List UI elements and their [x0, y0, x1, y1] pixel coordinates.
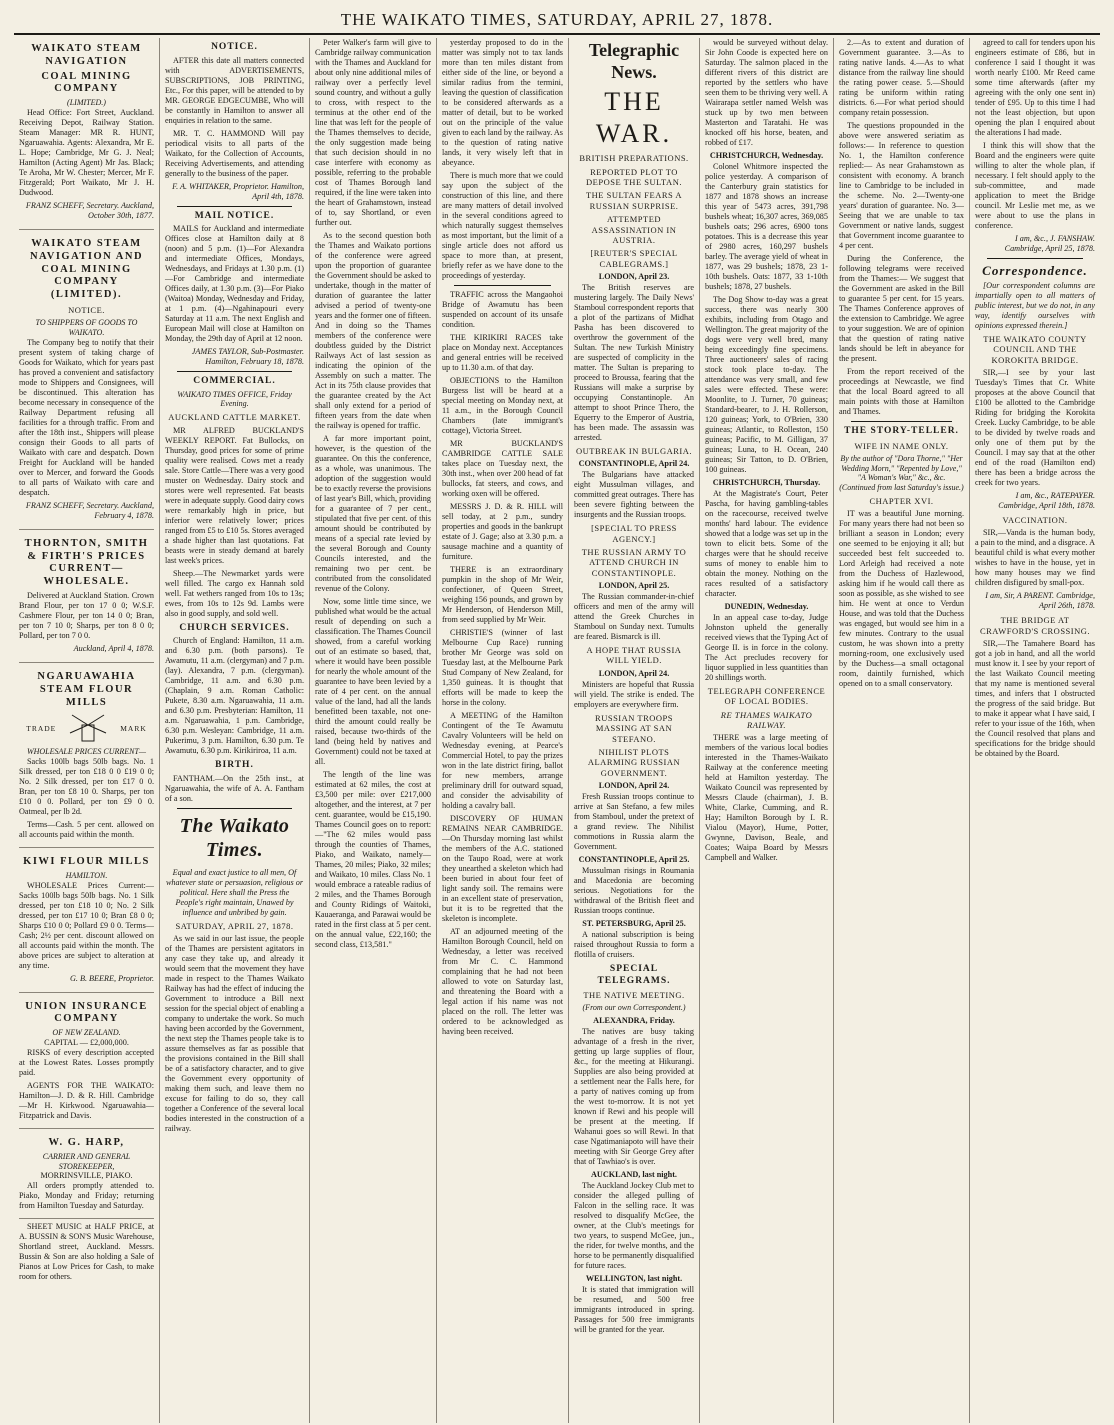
local-item: THE KIRIKIRI RACES take place on Monday next. Acceptances and general entries will be received up to 11.30 a.m. of that day.	[442, 333, 563, 372]
news-body: would be surveyed without delay. Sir John Coode is expected here on Saturday. The salmon placed in the different rivers of this district are reported by the settlers who have seen them to be thriving very well. A Wairarapa settler named Welsh was stuck up by two men between Masterton and Taratahi. He was knocked off his horse, beaten, and robbed of £17.	[705, 38, 828, 147]
trade-mark-logo	[19, 713, 154, 743]
trade-label: TRADE	[26, 723, 57, 733]
editorial-lead: As we said in our last issue, the people of the Thames are persistent agitators in any case they take up, and already it would seem that the movement they have made in respect to the Thames Waikato Railway has had the effect of inducing the Government to introduce a Bill next session for the special object of enabling a company to undertake the work. So much having been accorded by the Government, the next step the Thames people take is to assure themselves as far as possible that the provisions contained in the Bill shall be of a satisfactory character, and to give the Government every opportunity of making them such, and leave them no excuse for failing to do so, they call together a Conference of the several local bodies interested in the construction of a railway.	[165, 933, 304, 1133]
motto: Equal and exact justice to all men, Of whatever state or persuasion, religious or political. Here shall the Press the People's right maintain, Unawed by influence and unbribed by gain.	[165, 867, 304, 917]
divider	[987, 258, 1083, 259]
news-source: (From our own Correspondent.)	[582, 1003, 686, 1013]
commercial-body: MR ALFRED BUCKLAND'S WEEKLY REPORT. Fat Bullocks, on Thursday, good prices for some of prime quality were realised. Cows met a ready sale. Store Cattle—There was a very good muster on Wednesday. Dairy stock and stores were well represented. Fat beasts were in adequate supply. Good dairy cows were remarkably high in price, but inferior were relatively lower; prices ranged from £5 to £10 5s. Stores averaged a shade higher than last quotations. Fat beasts were in steady demand at barely last week's prices.	[165, 425, 304, 565]
commercial-heading: COMMERCIAL.	[193, 376, 276, 387]
news-body: It is stated that immigration will be resumed, and 500 free immigrants introduced in spring. Passages for 500 free immigrants will be granted for the year.	[574, 1285, 694, 1335]
ad-subtitle: HAMILTON.	[65, 870, 108, 880]
column-7	[834, 38, 970, 1423]
story-continued: (Continued from last Saturday's issue.)	[839, 483, 964, 493]
letter-body: SIR,—Vanda is the human body, a pain to the mind, and a disgrace. A beautiful child is what every mother wishes to have in the house, yet in how many houses may we find children disfigured by small-pox.	[975, 528, 1095, 588]
column-4	[437, 38, 569, 1423]
news-heading: BRITISH PREPARATIONS.	[579, 153, 689, 164]
dateline: CONSTANTINOPLE, April 24.	[578, 459, 690, 469]
ad-subtitle: OF NEW ZEALAND.	[52, 1028, 121, 1038]
columns	[14, 38, 1100, 1423]
ad-subtitle: (LIMITED.)	[67, 98, 106, 108]
news-body: The natives are busy taking advantage of a fresh in the river, getting up large supplies of flour, &c., for the meeting at Hikurangi. Supplies are also being provided at a settlement near the Falls here, for a party of natives coming up from the west to-morrow. It is not yet known if Rewi and his people will be present at the meeting. If Wahanui goes so will Rewi. In that case Ngatimaniapoto will have their meeting with Sir George Grey after that of Tawhiao's is over.	[574, 1027, 694, 1167]
ad-signature: G. B. BEERE, Proprietor.	[69, 973, 154, 983]
divider	[177, 808, 292, 809]
letter-heading: THE BRIDGE AT CRAWFORD'S CROSSING.	[979, 615, 1091, 636]
ad-capital: CAPITAL — £2,000,000.	[44, 1038, 129, 1047]
chapter-heading: CHAPTER XVI.	[869, 495, 934, 506]
telegraphic-news-heading: Telegraphic News.	[588, 40, 680, 82]
dateline: DUNEDIN, Wednesday.	[724, 602, 809, 611]
news-body: Fresh Russian troops continue to arrive at San Stefano, a few miles from Stamboul, under the pretext of a grand review. The Nihilist commotions in Russia alarm the Government.	[574, 791, 694, 851]
ad-harp-carrier	[19, 1132, 154, 1219]
ad-heading: NOTICE.	[68, 304, 105, 315]
letter-heading: VACCINATION.	[1002, 514, 1068, 525]
notice-body: MR. T. C. HAMMOND Will pay periodical visits to all parts of the Waikato, for the Collection of Accounts, Receiving Advertisements, and attending generally to the business of the paper.	[165, 128, 304, 178]
notice-heading: NOTICE.	[211, 42, 258, 52]
news-heading: A HOPE THAT RUSSIA WILL YIELD.	[586, 645, 682, 666]
news-body: In an appeal case to-day, Judge Johnston upheld the generally received views that the Typing Act of George II. is in force in the colony. The Act precludes recovery for liquor supplied in less quantities than 20 shillings worth.	[705, 613, 828, 682]
local-item: THERE is an extraordinary pumpkin in the shop of Mr Weir, confectioner, of Queen Street, weighing 156 pounds, and grown by Mr Henderson, of Henderson Mill, from seed supplied by Mr Weir.	[442, 565, 563, 624]
church-heading: CHURCH SERVICES.	[179, 622, 290, 633]
birth-heading: BIRTH.	[215, 760, 254, 771]
news-body: The Dog Show to-day was a great success, there was nearly 300 exhibits, including from Otago and Wellington. The great majority of the dogs were very well bred, many being exceedingly fine specimens. Three auctioneers' sales of racing stock took place to-day. The attendance was very small, and few sales were effected. These were: Moonlite, to J. Turner, 70 guineas; Standard-bearer, to J. H. Rollerson, 120 guineas; York, to O'Brien, 330 guineas; Atlantic, to Rolleston, 150 guineas; Pacific, to M. Gilligan, 37 guineas; Luna, to H. Ocean, 240 guineas; Sir Tatton, to D. O'Brien, 100 guineas.	[705, 295, 828, 474]
dateline: LONDON, April 24.	[598, 780, 670, 790]
correspondence-heading: Correspondence.	[982, 263, 1088, 278]
letter-signature: I am, Sir, A PARENT. Cambridge, April 26th, 1878.	[985, 591, 1095, 611]
ad-body: Head Office: Fort Street, Auckland. Receiving Depot, Railway Station. Steam Manager: MR R. HUNT, Ngaruawahia. Agents: Alexandra, Mr E. L. Hope; Cambridge, Mr G. J. Neal; Hamilton (Acting Agent) Mr Jas. Black; Te Aroha, Mr W. Chester; Mercer, Mr F. Fitzgerald; Port Waikato, Mr J. H. Dudwood.	[19, 107, 154, 197]
letter-body: SIR,—I see by your last Tuesday's Times that Cr. White proposes at the above Council that £100 be allotted to the Cambridge Riding for bridging the Korokita Creek. Lucky Cambridge, to be able to be divided by twelve roads and only one of them put by the Council. I may say that at the other end of the road (Hamilton end) there has been a bridge across the creek for two years.	[975, 367, 1095, 487]
correspondence-note: [Our correspondent columns are impartially open to all matters of public interest, but we do not, in any way, identify ourselves with opinions expressed therein.]	[975, 280, 1095, 330]
ad-signature: FRANZ SCHEFF, Secretary. Auckland, October 30th, 1877.	[25, 200, 154, 220]
ad-sheet-music: SHEET MUSIC at HALF PRICE, at A. BUSSIN & SON'S Music Warehouse, Shortland street, Auckland. Messrs. Bussin & Son are also holding a Sale of Pianos at Low Prices for Cash, to make room for others.	[19, 1222, 154, 1282]
letter-body: agreed to call for tenders upon his engineers estimate of £86, but in conference I said I thought it was worth nearly £100. Mr Reed came some time afterwards (after my agreeing with the only one sent in) tender of £95. Up to this time I had not the least objection, but upon opening the plan I enquired about the alterations I had made.	[975, 38, 1095, 137]
dateline: ST. PETERSBURG, April 25.	[582, 918, 686, 928]
notice-body: AFTER this date all matters connected with ADVERTISEMENTS, SUBSCRIPTIONS, JOB PRINTING, Etc., For this paper, will be attended to by MR. GEORGE EDGECUMBE, Who will be constantly in Hamilton to answer all enquiries in relation to the same.	[165, 55, 304, 125]
ad-union-insurance	[19, 996, 154, 1129]
ad-body: The Company beg to notify that their present system of taking charge of Goods for Waikato, which for years past has proved a convenient and satisfactory mode to Shippers and Consignees, will be discontinued. This alteration has become necessary in consequence of the Railway Department refusing all facilities for a through traffic. From and after the 18th inst., Shippers will please consign their Goods to all parts of Waikato with care and despatch. Down Freight for Auckland will be handed over to Mercer, and forward the Goods to all parts of Waikato with care and despatch.	[19, 337, 154, 497]
news-heading: OUTBREAK IN BULGARIA.	[575, 445, 693, 456]
news-body: 2.—As to extent and duration of Government guarantee. 3.—As to rating native lands. 4.—As to what distance from the railway line should the rating power cease. 5.—Should rating be uniform within rating districts. 6.—For what period should company retain possession.	[839, 38, 964, 117]
news-heading: RUSSIAN TROOPS MASSING AT SAN STEFANO.	[595, 712, 673, 744]
ad-waikato-steam	[19, 38, 154, 230]
ad-subtitle: WHOLESALE PRICES CURRENT—	[26, 747, 147, 757]
letter-heading: THE WAIKATO COUNTY COUNCIL AND THE KOROKITA BRIDGE.	[983, 333, 1087, 365]
ad-title: WAIKATO STEAM NAVIGATION AND COAL MINING COMPANY (LIMITED).	[29, 237, 144, 301]
local-item: TRAFFIC across the Mangaohoi Bridge of Awamutu has been suspended on account of its unsafe condition.	[442, 290, 563, 329]
letter-body: I think this will show that the Board and the engineers were quite willing to alter the whole plan, if necessary. I felt should apply to the sub-committee, and made application to meet the Bridge council. Mr Leslie met me, as we were about to use the plans in conference.	[975, 141, 1095, 230]
ad-title: COAL MINING COMPANY	[41, 70, 132, 95]
local-item: OBJECTIONS to the Hamilton Burgess list will be heard at a special meeting on Monday next, at 11 a.m., in the Borough Council Chambers (late immigrant's cottage), Victoria Street.	[442, 376, 563, 435]
news-heading: NIHILIST PLOTS ALARMING RUSSIAN GOVERNMENT.	[587, 746, 681, 778]
news-body: The questions propounded in the above were answered seriatim as follows:— In reference to question No. 1, the Hamilton conference replied:— As near Grahamstown as consistent with economy. A branch line to Cambridge to be included in the scheme. No. 2—Twenty-one years' duration of guarantee. No. 3—Seeing that we are unable to tax Government or native lands, suggest that Government income guarantee to 4 per cent.	[839, 121, 964, 250]
ad-signature: FRANZ SCHEFF, Secretary. Auckland, February 4, 1878.	[25, 500, 154, 520]
ad-body: WHOLESALE Prices Current:— Sacks 100lb bags 50lb bags. No. 1 Silk dressed, per ton £18 10 0; No. 2 Silk dressed, per ton £17 10 0; Bran £8 0 0; Sharps £10 0 0; Pollard £9 0 0. Terms—Cash; 2½ per cent. discount allowed on all accounts paid within the month. The above prices are subject to alteration at any time.	[19, 880, 154, 970]
story-title: WIFE IN NAME ONLY.	[854, 440, 949, 451]
local-item: DISCOVERY OF HUMAN REMAINS NEAR CAMBRIDGE.—On Thursday morning last whilst the members of the A.C. stationed on the Taupo Road, were at work they unearthed a skeleton which had been buried in about four feet of light sandy soil. The remains were in an excellent state of preservation, but it is to be regretted that the skeleton is incomplete.	[442, 814, 563, 923]
letter-signature: I am, &c., J. FANSHAW. Cambridge, April 25, 1878.	[1004, 234, 1095, 253]
column-8	[970, 38, 1100, 1423]
ad-body: All orders promptly attended to. Piako, Monday and Friday; returning from Hamilton Tuesday and Saturday.	[19, 1181, 154, 1211]
column-5	[569, 38, 700, 1423]
dateline: CHRISTCHURCH, Wednesday.	[709, 151, 824, 160]
dateline: LONDON, April 24.	[598, 668, 670, 678]
letter-signature: I am, &c., RATEPAYER. Cambridge, April 18th, 1878.	[998, 490, 1095, 510]
ad-body: Sacks 100lb bags 50lb bags. No. 1 Silk dressed, per ton £18 0 0 £19 0 0; No. 2 Silk dressed, per ton £17 0 0. Bran, per ton £8 10 0. Sharps, per ton £10 0 0. Pollard, per ton £9 0 0. Oatmeal, per lb 2d.	[19, 757, 154, 817]
ad-title: NGARUAWAHIA STEAM FLOUR MILLS	[37, 670, 136, 708]
dateline: ALEXANDRA, Friday.	[593, 1016, 675, 1026]
ad-body: RISKS of every description accepted at the Lowest Rates. Losses promptly paid.	[19, 1048, 154, 1077]
mark-label: MARK	[120, 723, 147, 733]
ad-subtitle: TO SHIPPERS OF GOODS TO WAIKATO.	[35, 318, 138, 338]
editorial-paragraph: The length of the line was estimated at 62 miles, the cost at £3,500 per mile: over £217,000 altogether, and the interest, at 7 per cent. guarantee, would be £15,190. Thames Council goes on to report:—"The 62 miles would pass through the counties of Thames, Piako, and Waikato, namely—Thames, 20 miles; Piako, 32 miles; and Waikato, 10 miles. Class No. 1 would embrace a rateable radius of 2 miles, and the Thames Borough and County Ridings of Waitoki, Kauaeranga, and Parawai would be rated in the first class at 5 per cent. on the annual value, £22,160; the second class, £13,581."	[315, 770, 431, 949]
local-item: CHRISTIE'S (winner of last Melbourne Cup Race) running brother Mr George was sold on Tuesday last, at the Melbourne Park Stud Company of New Zealand, for 1,350 guineas. It is thought that efforts will be made to keep the horse in the colony.	[442, 628, 563, 707]
ad-kiwi-mills	[19, 851, 154, 993]
local-item: MESSRS J. D. & R. HILL will sell today, at 2 p.m., sundry properties and goods in the bankrupt estate of J. Gage; also at 3.30 p.m. a sausage machine and a quantity of furniture.	[442, 502, 563, 561]
ad-body: Delivered at Auckland Station. Crown Brand Flour, per ton 17 0 0; W.S.F. Cashmere Flour, per ton 14 0 0; Bran, per ton 7 10 0; Sharps, per ton 8 0 0; Pollard, per ton 7 0 0.	[19, 590, 154, 640]
news-heading: THE RUSSIAN ARMY TO ATTEND CHURCH IN CONSTANTINOPLE.	[581, 547, 687, 578]
news-body: Mussulman risings in Roumania and Macedonia are becoming serious. Negotiations for the withdrawal of the British fleet and Russian troops continue.	[574, 865, 694, 915]
mail-signature: JAMES TAYLOR, Sub-Postmaster. Hamilton, February 18, 1878.	[191, 347, 304, 367]
story-heading: THE STORY-TELLER.	[844, 426, 959, 436]
news-body: The British reserves are mustering largely. The Daily News' Stamboul correspondent reports that a plot of the partizans of Midhat Pasha has been discovered to overthrow the government of the Sultan. The new Turkish Ministry are suspected of complicity in the matter. The Sultan is preparing to proceed to Broussa, fearing that the Russians will make a surprise by occupying Constantinople. An attempt to shoot Prince Thero, the Equerry to the Emperor of Austria, has been made. The assassin was arrested.	[574, 282, 694, 442]
ad-terms: Terms—Cash. 5 per cent. allowed on all accounts paid within the month.	[19, 820, 154, 840]
news-source: [REUTER'S SPECIAL CABLEGRAMS.]	[590, 248, 678, 269]
column-2	[160, 38, 310, 1423]
notice-signature: F. A. WHITAKER, Proprietor. Hamilton, April 4th, 1878.	[172, 181, 304, 201]
editorial-paragraph: There is much more that we could say upon the subject of the construction of this line, and there are many matters of detail involved in the several conditions agreed to which naturally suggest themselves as most important, but the limit of a single article does not afford us space to more than, at present, briefly refer as we have done to the proceedings of yesterday.	[442, 171, 563, 280]
news-heading: THE SULTAN FEARS A RUSSIAN SURPRISE.	[585, 190, 683, 211]
cattle-market-heading: AUCKLAND CATTLE MARKET.	[168, 412, 301, 423]
ad-title: UNION INSURANCE COMPANY	[25, 1000, 148, 1025]
local-item: MR BUCKLAND'S CAMBRIDGE CATTLE SALE takes place on Tuesday next, the 30th inst., when over 200 head of fat bullocks, fat steers, and cows, and working oxen will be offered.	[442, 439, 563, 498]
dateline: WELLINGTON, last night.	[585, 1274, 683, 1284]
news-body: During the Conference, the following telegrams were received from the Thames:— We suggest that the Government are asked in the Bill to guarantee 5 per cent. for 15 years. The Thames Conference approves of the extension to Cambridge. We agree to your suggestion. We are of opinion that the question of rating native lands should be left in abeyance for the present.	[839, 254, 964, 363]
editorial-paragraph: Now, some little time since, we published what would be the actual result of depending on such a classification. The Thames Council showed, from a careful working out of an estimate so based, that, where it would have been possible for nearly the whole amount of the guarantee to have been levied by a rate of 4 per cent. on the annual value of the land, had all the lands benefitted been taxable, not one-third the amount could really be raised, because two-thirds of the land (being held by natives and Government) could not be taxed at all.	[315, 597, 431, 766]
news-heading: ATTEMPTED ASSASSINATION IN AUSTRIA.	[591, 214, 677, 245]
ad-ngaruawahia-mills	[19, 666, 154, 848]
windmill-icon	[66, 713, 110, 743]
news-body: Colonel Whitmore inspected the police yesterday. A comparison of the Canterbury grain statistics for 1877 and 1878 shows an increase this year of 5473 acres, 391,798 bushels wheat; 16,307 acres, 369,085 bushels oats; 296 acres, 6900 tons potatoes. This is a decrease this year of 2980 acres, 160,297 bushels barley. The average yield of wheat in 1877, was 29 bushels; 1878, 23 1-10th bushels. Oats: 1877, 33 1-10th bushels; 1878, 27 bushels.	[705, 162, 828, 291]
ad-title: THORNTON, SMITH & FIRTH'S PRICES CURRENT—WHOLESALE.	[24, 537, 149, 588]
news-heading: REPORTED PLOT TO DEPOSE THE SULTAN.	[586, 166, 682, 188]
dateline: LONDON, April 25.	[598, 581, 670, 591]
story-body: IT was a beautiful June morning. For many years there had not been so brilliant a season in London; every one seemed to be enjoying it all; but succeeded best felt succeeded to. Lord Arleigh had received a note from the Duchess of Hazlewood, asking him if he would call there as soon as possible, as she wished to see him. He went at once to Verdun House, and was told that the Duchess was engaged, but would see him in a few minutes. Contrary to the usual custom, he was shown into a pretty morning-room, one exclusively used by the Duchess—a small octagonal room, daintily furnished, which opened on to a small conservatory.	[839, 509, 964, 689]
birth-body: FANTHAM.—On the 25th inst., at Ngaruawahia, the wife of A. A. Fantham of a son.	[165, 773, 304, 803]
news-heading: THE NATIVE MEETING.	[583, 990, 685, 1001]
letter-body: SIR,—The Tamahere Board has got a job in hand, and all the world must know it. I see by your report of the last Waikato Council meeting that my name is mentioned several times, and infers that I obstructed the progress of the said bridge. But to make it appear what I have said, I refer to your issue of the 16th, when the Council resolved that plans and specifications for the bridge should be obtained by the Board.	[975, 639, 1095, 759]
story-byline: By the author of "Dora Thorne," "Her Wedding Morn," "Repented by Love," "A Woman's War," &c., &c.	[840, 453, 963, 483]
news-body: From the report received of the proceedings at Newcastle, we find that the local Board agreed to all main points with those at Hamilton and Thames.	[839, 367, 964, 416]
ad-signature: Auckland, April 4, 1878.	[73, 643, 154, 653]
column-3	[310, 38, 437, 1423]
ad-agents: AGENTS FOR THE WAIKATO: Hamilton—J. D. & R. Hill. Cambridge—Mr H. Kirkwood. Ngaruawahia—Fitzpatrick and Davis.	[19, 1081, 154, 1120]
news-source: [SPECIAL TO PRESS AGENCY.]	[591, 523, 677, 544]
news-body: The Bulgarians have attacked eight Mussulman villages, and committed great outrages. There has been severe fighting between the insurgents and the Russian troops.	[574, 470, 694, 520]
news-heading: RE THAMES WAIKATO RAILWAY.	[720, 709, 813, 731]
news-body: A national subscription is being raised throughout Russia to form a flotilla of cruisers.	[574, 929, 694, 959]
news-body: The Auckland Jockey Club met to consider the alleged pulling of Falcon in the selling race. It was resolved to disqualify McGee, the owner, at the Club's meetings for two years, to suspend McGee, jun., the rider, for twelve months, and the horse to be permanently disqualified for future races.	[574, 1181, 694, 1271]
mail-heading: MAIL NOTICE.	[194, 210, 275, 221]
news-heading: TELEGRAPH CONFERENCE OF LOCAL BODIES.	[707, 686, 826, 707]
editorial-paragraph: A far more important point, however, is the question of the guarantee. On this the conference, as a whole, was unanimous. The adoption of the suggestion would be to exactly reverse the provisions of last year's Bill, which, providing for a guarantee of 7 per cent., stipulated that five per cent. of this amount should be contributed by means of a special rate levied by the several Borough and County Councils interested, and the remaining two per cent. be contributed from the consolidated revenue of the Colony.	[315, 434, 431, 593]
ad-thornton-prices	[19, 533, 154, 663]
dateline: LONDON, April 23.	[598, 271, 670, 281]
dateline: CHRISTCHURCH, Thursday.	[712, 478, 821, 487]
ad-title: WAIKATO STEAM NAVIGATION	[31, 43, 142, 67]
ad-title: KIWI FLOUR MILLS	[23, 856, 150, 868]
commercial-body: Sheep.—The Newmarket yards were well filled. The cargo ex Hannah sold well. Fat wethers ranged from 10s to 13s; ewes, from 10s to 12s 9d. Lambs were also in good supply, and sold well.	[165, 568, 304, 618]
divider	[177, 206, 292, 207]
editorial-paragraph: As to the second question both the Thames and Waikato portions of the conference were agreed upon the proportion of guarantee the Government should be asked to undertake, though in the matter of duration of guarantee the latter advised a period of twenty-one years and the former one of fifteen. And in doing so the Thames members of the conference were doubtless guided by the District Railways Act of last session as indicating the opinion of the Assembly on such a matter. The Act in its 75th clause provides that the guarantee created by the Act shall only extend for a period of fifteen years from the date when the railway is opened for traffic.	[315, 231, 431, 430]
dateline: CONSTANTINOPLE, April 25.	[578, 854, 690, 864]
dateline: AUCKLAND, last night.	[591, 1170, 677, 1180]
column-6	[700, 38, 834, 1423]
news-body: Ministers are hopeful that Russia will yield. The strike is ended. The employers are everywhere firm.	[574, 679, 694, 709]
news-heading: SPECIAL TELEGRAMS.	[597, 963, 671, 986]
church-body: Church of England: Hamilton, 11 a.m. and 6.30 p.m. (both parsons). Te Awamutu, 11 a.m. (clergyman) and 7 p.m. (lay). Alexandra, 7 p.m. (clergyman). Cambridge, 11 a.m. and 6.30 p.m. (Chaplain, 9 a.m. Roman Catholic: Pukete, 8.30 a.m. Ngaruawahia, 11 a.m. and 6.30 p.m. Presbyterian: Hamilton, 11 a.m. Ngaruawahia, 1 p.m. Cambridge, 6.30 p.m. Wesleyan: Cambridge, 11 a.m. Pukerimu, 3 p.m. Hamilton, 6.30 p.m. Te Awamutu, 6.30 p.m. Kirikiriroa, 11 a.m.	[165, 636, 304, 756]
local-item: AT an adjourned meeting of the Hamilton Borough Council, held on Wednesday, a letter was received from Mr C. C. Hammond complaining that he had not been allowed to vote on Saturday last, and threatening the Board with a legal action if his name was not placed on the roll. The letter was ordered to be acknowledged as having been received.	[442, 927, 563, 1036]
news-body: At the Magistrate's Court, Peter Pascha, for having gambling-tables on the racecourse, received twelve months' hard labour. The evidence showed that a lodge was set up in the town to elicit bets. Some of the charges were that he should receive sums of money to enable him to obtain the money. Nothing on the races resulted of a satisfactory character.	[705, 489, 828, 598]
editorial-paragraph: yesterday proposed to do in the matter was simply not to tax lands more than ten miles distant from either side of the line, or beyond a similar radius from the termini, leaving the question of classification to be considered afterwards as a matter of detail, but to be worked out on the principle of the value given to each land by the railway. As to the question of rating native lands, it very wisely left that in abeyance.	[442, 38, 563, 167]
ad-place: MORRINSVILLE, PIAKO.	[40, 1171, 133, 1181]
divider	[177, 371, 292, 372]
ad-title: W. G. HARP,	[48, 1137, 125, 1148]
the-war-heading: THE WAR.	[595, 86, 673, 148]
editorial-paragraph: Peter Walker's farm will give to Cambridge railway communication with the Thames and Auckland for about only nine additional miles of railway over a perfectly level sound country, and without a gully to cross, with respect to the terminus at the other end of the line that was left for the people of the Thames themselves to decide, the only suggestion made being that such decision should in no case interfere with economy as possible, referring to the probable cost of Thames Borough land required, if the line were taken into the heart of Grahamstown, instead of to, say Shortland, or even further out.	[315, 38, 431, 227]
divider	[851, 421, 952, 422]
column-1	[14, 38, 160, 1423]
ad-subtitle: CARRIER AND GENERAL STOREKEEPER,	[42, 1151, 131, 1171]
ad-shippers-notice	[19, 233, 154, 530]
issue-date: SATURDAY, APRIL 27, 1878.	[175, 920, 294, 931]
masthead: THE WAIKATO TIMES, SATURDAY, APRIL 27, 1878.	[14, 6, 1100, 35]
paper-title: The Waikato Times.	[179, 814, 290, 862]
divider	[454, 285, 551, 286]
mail-body: MAILS for Auckland and intermediate Offices close at Hamilton daily at 8 (noon) and 5 p.m. (1)—For Alexandra and intermediate Offices, Mondays, Wednesdays, and Fridays at 1.30 p.m. (1)—For Cambridge and intermediate Offices daily, at 1.30 p.m. (3)—For Piako (Waitoa) Monday, Wednesday and Friday, at 1 p.m. (4)—Ngahinapouri every Saturday at 11 a.m. The next English and European Mail will close at Hamilton on Monday, the 29th day of April at 12 noon.	[165, 224, 304, 344]
news-body: THERE was a large meeting of members of the various local bodies interested in the Thames-Waikato Railway at the conference meeting held at Hamilton yesterday. The Waikato Council was represented by Messrs Claude (chairman), J. B. White, Clarke, Cumming, and R. Hay; Hamilton Borough by I. R. Vialou (Mayor), Hume, Potter, Gwynne, Davison, Beale, and Coates; Waipa Board by Messrs Campbell and Walker.	[705, 733, 828, 863]
commercial-subheading: WAIKATO TIMES OFFICE, Friday Evening.	[177, 389, 292, 409]
news-body: The Russian commander-in-chief officers and men of the army will attend the Greek Churches in Stamboul on Sunday next. Tumults are feared. Bismarck is ill.	[574, 592, 694, 642]
local-item: A MEETING of the Hamilton Contingent of the Te Awamutu Cavalry Volunteers will be held on Wednesday evening, at Pearce's Commercial Hotel, to pay the prizes won in the late district firing, ballot for new members, arrange preliminary drill for outward squad, and consider the advisability of holding a cavalry ball.	[442, 711, 563, 810]
